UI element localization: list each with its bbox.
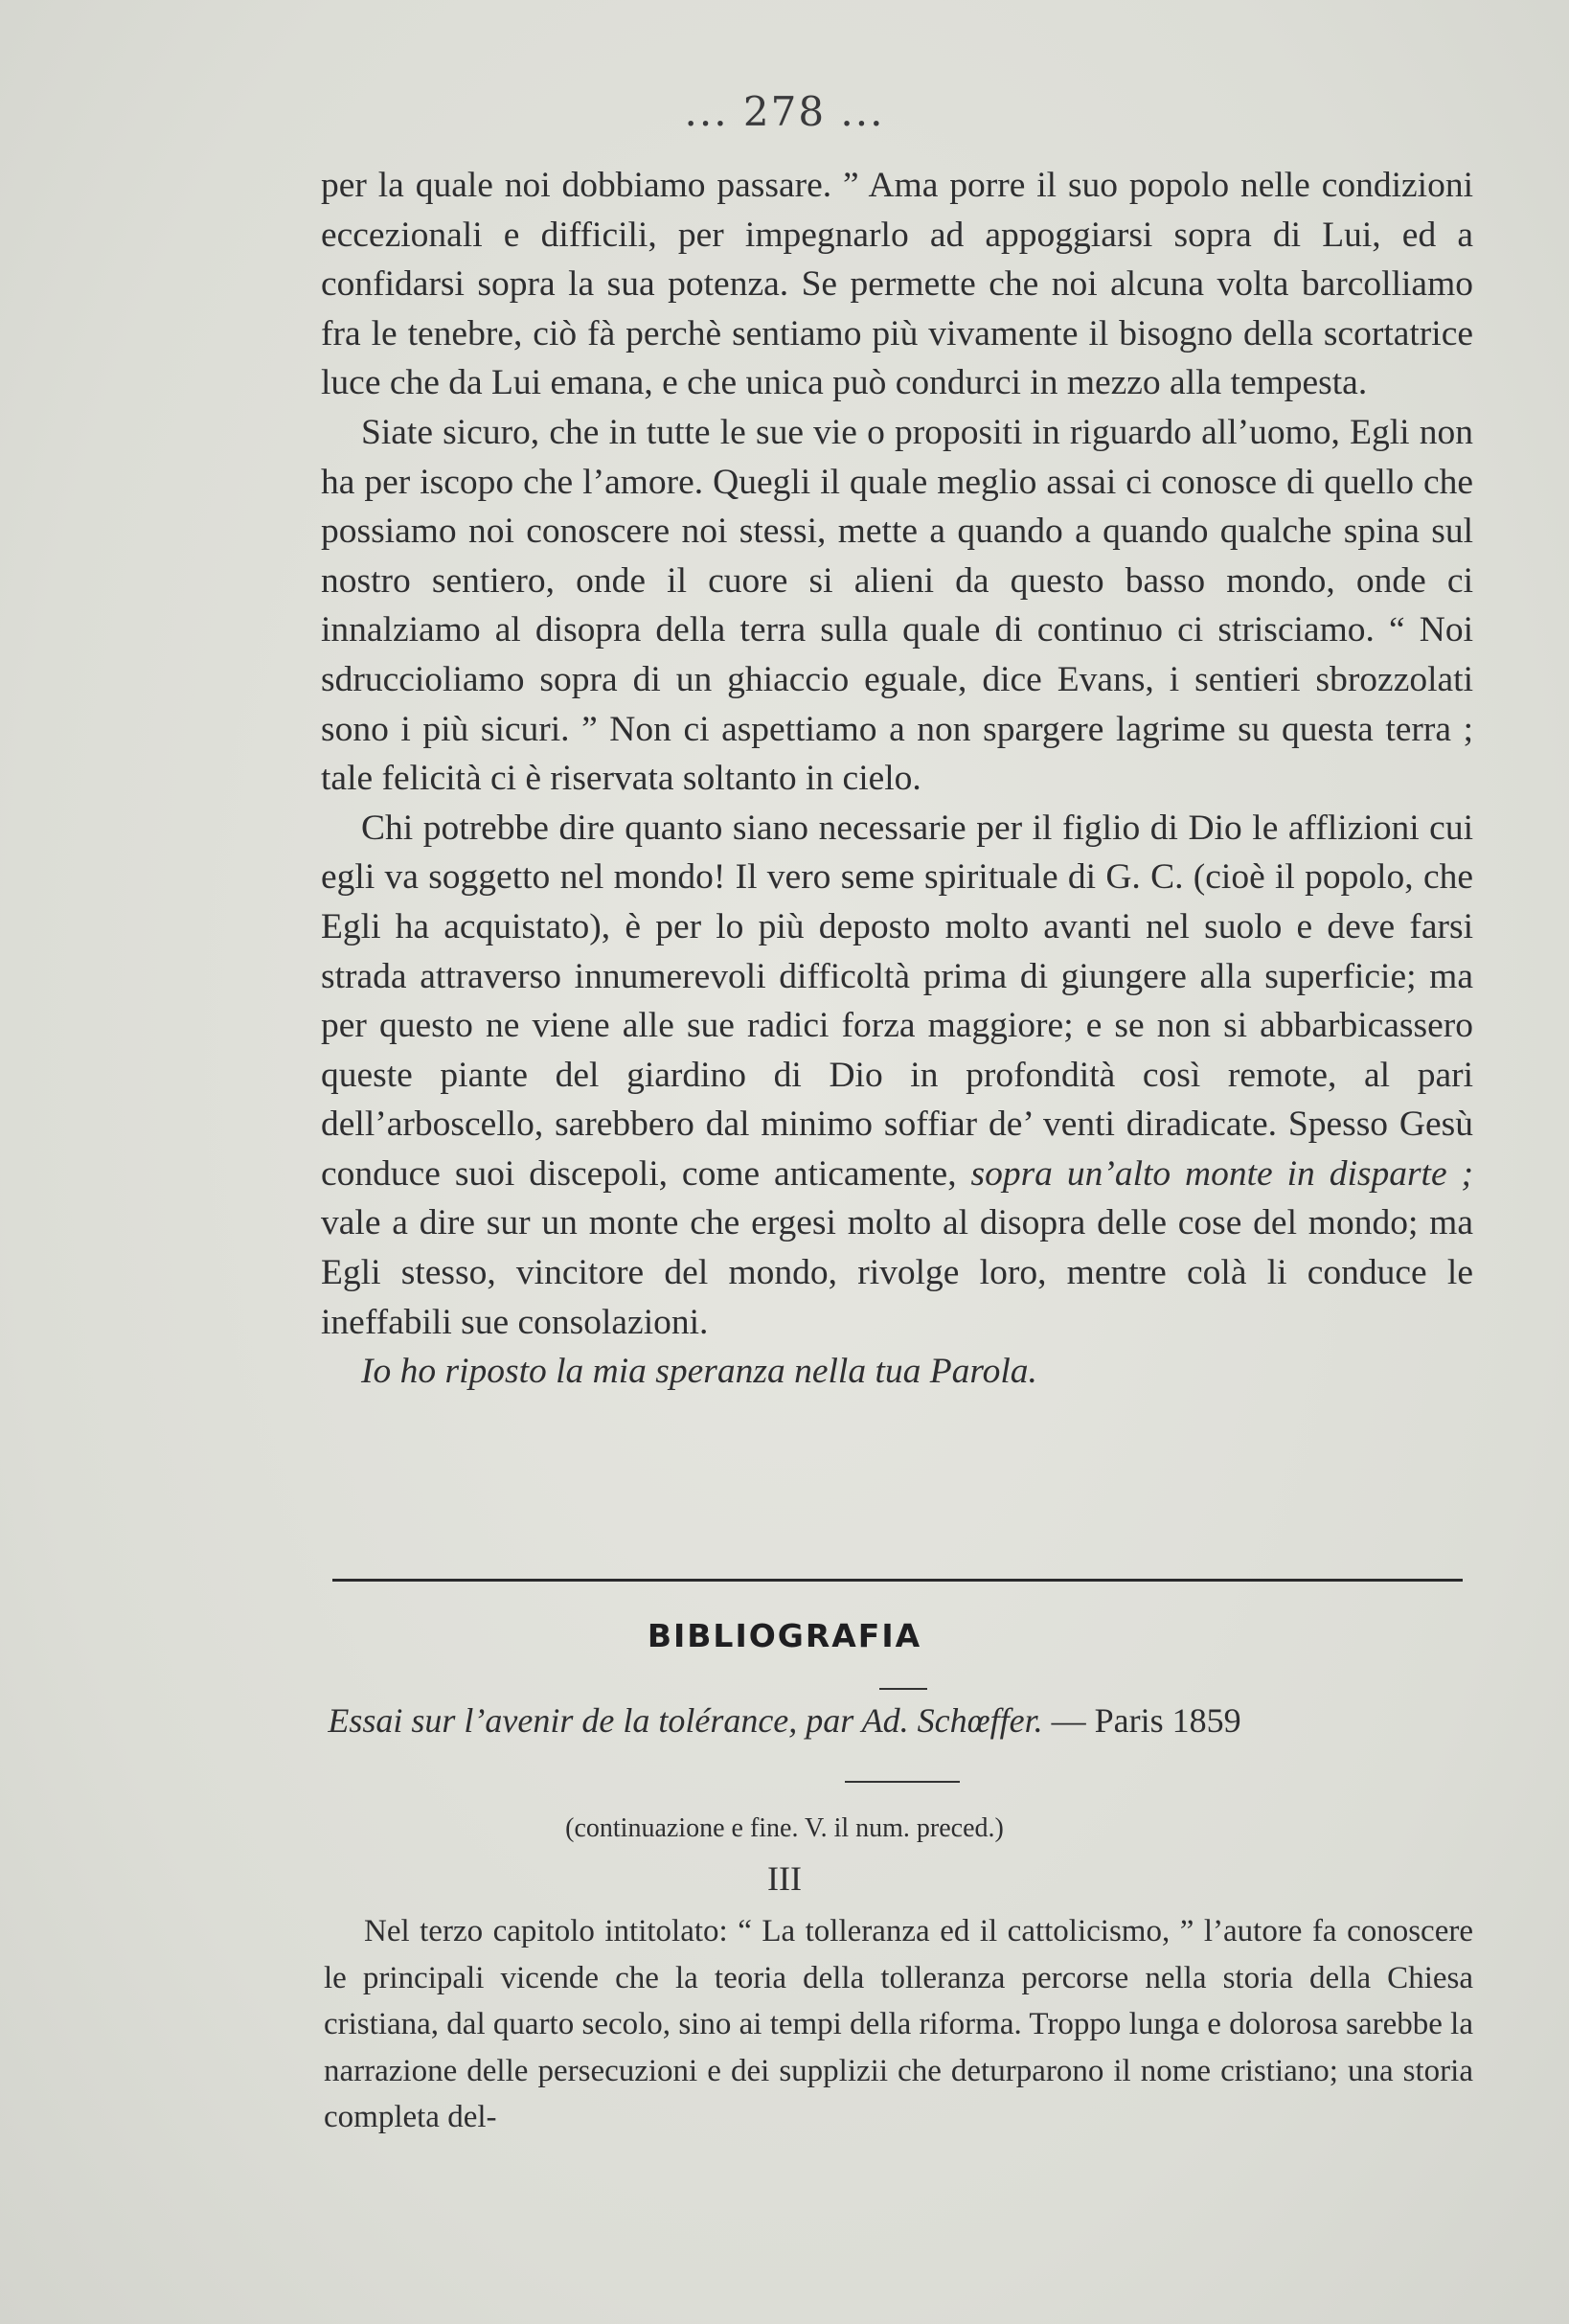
- paragraph-3-text-before: Chi potrebbe dire quanto siano necessarie per il figlio di Dio le afflizioni cui egli va soggetto nel mondo! Il vero seme spirituale di G. C. (cioè il popolo, che Egli ha acquistato), è per lo più deposto molto avanti nel suolo e deve farsi strada attraverso innumerevoli difficoltà prima di giungere alla superficie; ma per questo ne viene alle sue radici forza maggiore; e se non si abbarbicassero queste piante del giardino di Dio in profondità così remote, al pari dell’arboscello, sarebbero dal minimo soffiar de’ venti diradicate. Spesso Gesù conduce suoi discepoli, come anticamente,: [321, 808, 1473, 1194]
- closing-paragraph: Nel terzo capitolo intitolato: “ La tolleranza ed il cattolicismo, ” l’autore fa conoscere le principali vicende che la teoria della tolleranza percorse nella storia della Chiesa cristiana, dal quarto secolo, sino ai tempi della riforma. Troppo lunga e dolorosa sarebbe la narrazione delle persecuzioni e dei supplizii che deturparono il nome cristiano; una storia completa del-: [324, 1914, 1473, 2134]
- page-number: ... 278 ...: [684, 88, 885, 135]
- paragraph-3: [321, 804, 1473, 1348]
- section-title: BIBLIOGRAFIA: [647, 1617, 922, 1654]
- book-citation: [0, 1700, 1569, 1741]
- short-divider: [879, 1688, 927, 1690]
- citation-place-date: — Paris 1859: [1042, 1701, 1241, 1740]
- paragraph-3-italic-phrase: sopra un’alto monte in disparte ;: [970, 1153, 1474, 1194]
- paragraph-1: per la quale noi dobbiamo passare. ” Ama porre il suo popolo nelle condizioni eccezionali e difficili, per impegnarlo ad appoggiarsi sopra di Lui, ed a confidarsi sopra la sua potenza. Se permette che noi alcuna volta barcolliamo fra le tenebre, ciò fà perchè sentiamo più vivamente il bisogno della scortatrice luce che da Lui emana, e che unica può condurci in mezzo alla tempesta.: [321, 166, 1473, 403]
- citation-title: Essai sur l’avenir de la tolérance, par Ad. Schœffer.: [328, 1701, 1043, 1740]
- paragraph-3-text-after: vale a dire sur un monte che ergesi molto al disopra delle cose del mondo; ma Egli stesso, vincitore del mondo, rivolge loro, mentre colà li conduce le ineffabili sue consolazioni.: [321, 1203, 1473, 1342]
- bibliography-text: [324, 1908, 1473, 2141]
- citation-divider: [845, 1781, 960, 1783]
- main-text: [321, 161, 1473, 1397]
- motto: Io ho riposto la mia speranza nella tua Parola.: [361, 1352, 1037, 1392]
- continuation-note: (continuazione e fine. V. il num. preced.): [565, 1813, 1004, 1843]
- chapter-numeral: III: [767, 1859, 802, 1898]
- section-divider: [332, 1579, 1463, 1582]
- paragraph-2: Siate sicuro, che in tutte le sue vie o propositi in riguardo all’uomo, Egli non ha per iscopo che l’amore. Quegli il quale meglio assai ci conosce di quello che possiamo noi conoscere noi stessi, mette a quando a quando qualche spina sul nostro sentiero, onde il cuore si alieni da questo basso mondo, onde ci innalziamo al disopra della terra sulla quale di continuo ci strisciamo. “ Noi sdruccioliamo sopra di un ghiaccio eguale, dice Evans, i sentieri sbrozzolati sono i più sicuri. ” Non ci aspettiamo a non spargere lagrime su questa terra ; tale felicità ci è riservata soltanto in cielo.: [321, 412, 1473, 799]
